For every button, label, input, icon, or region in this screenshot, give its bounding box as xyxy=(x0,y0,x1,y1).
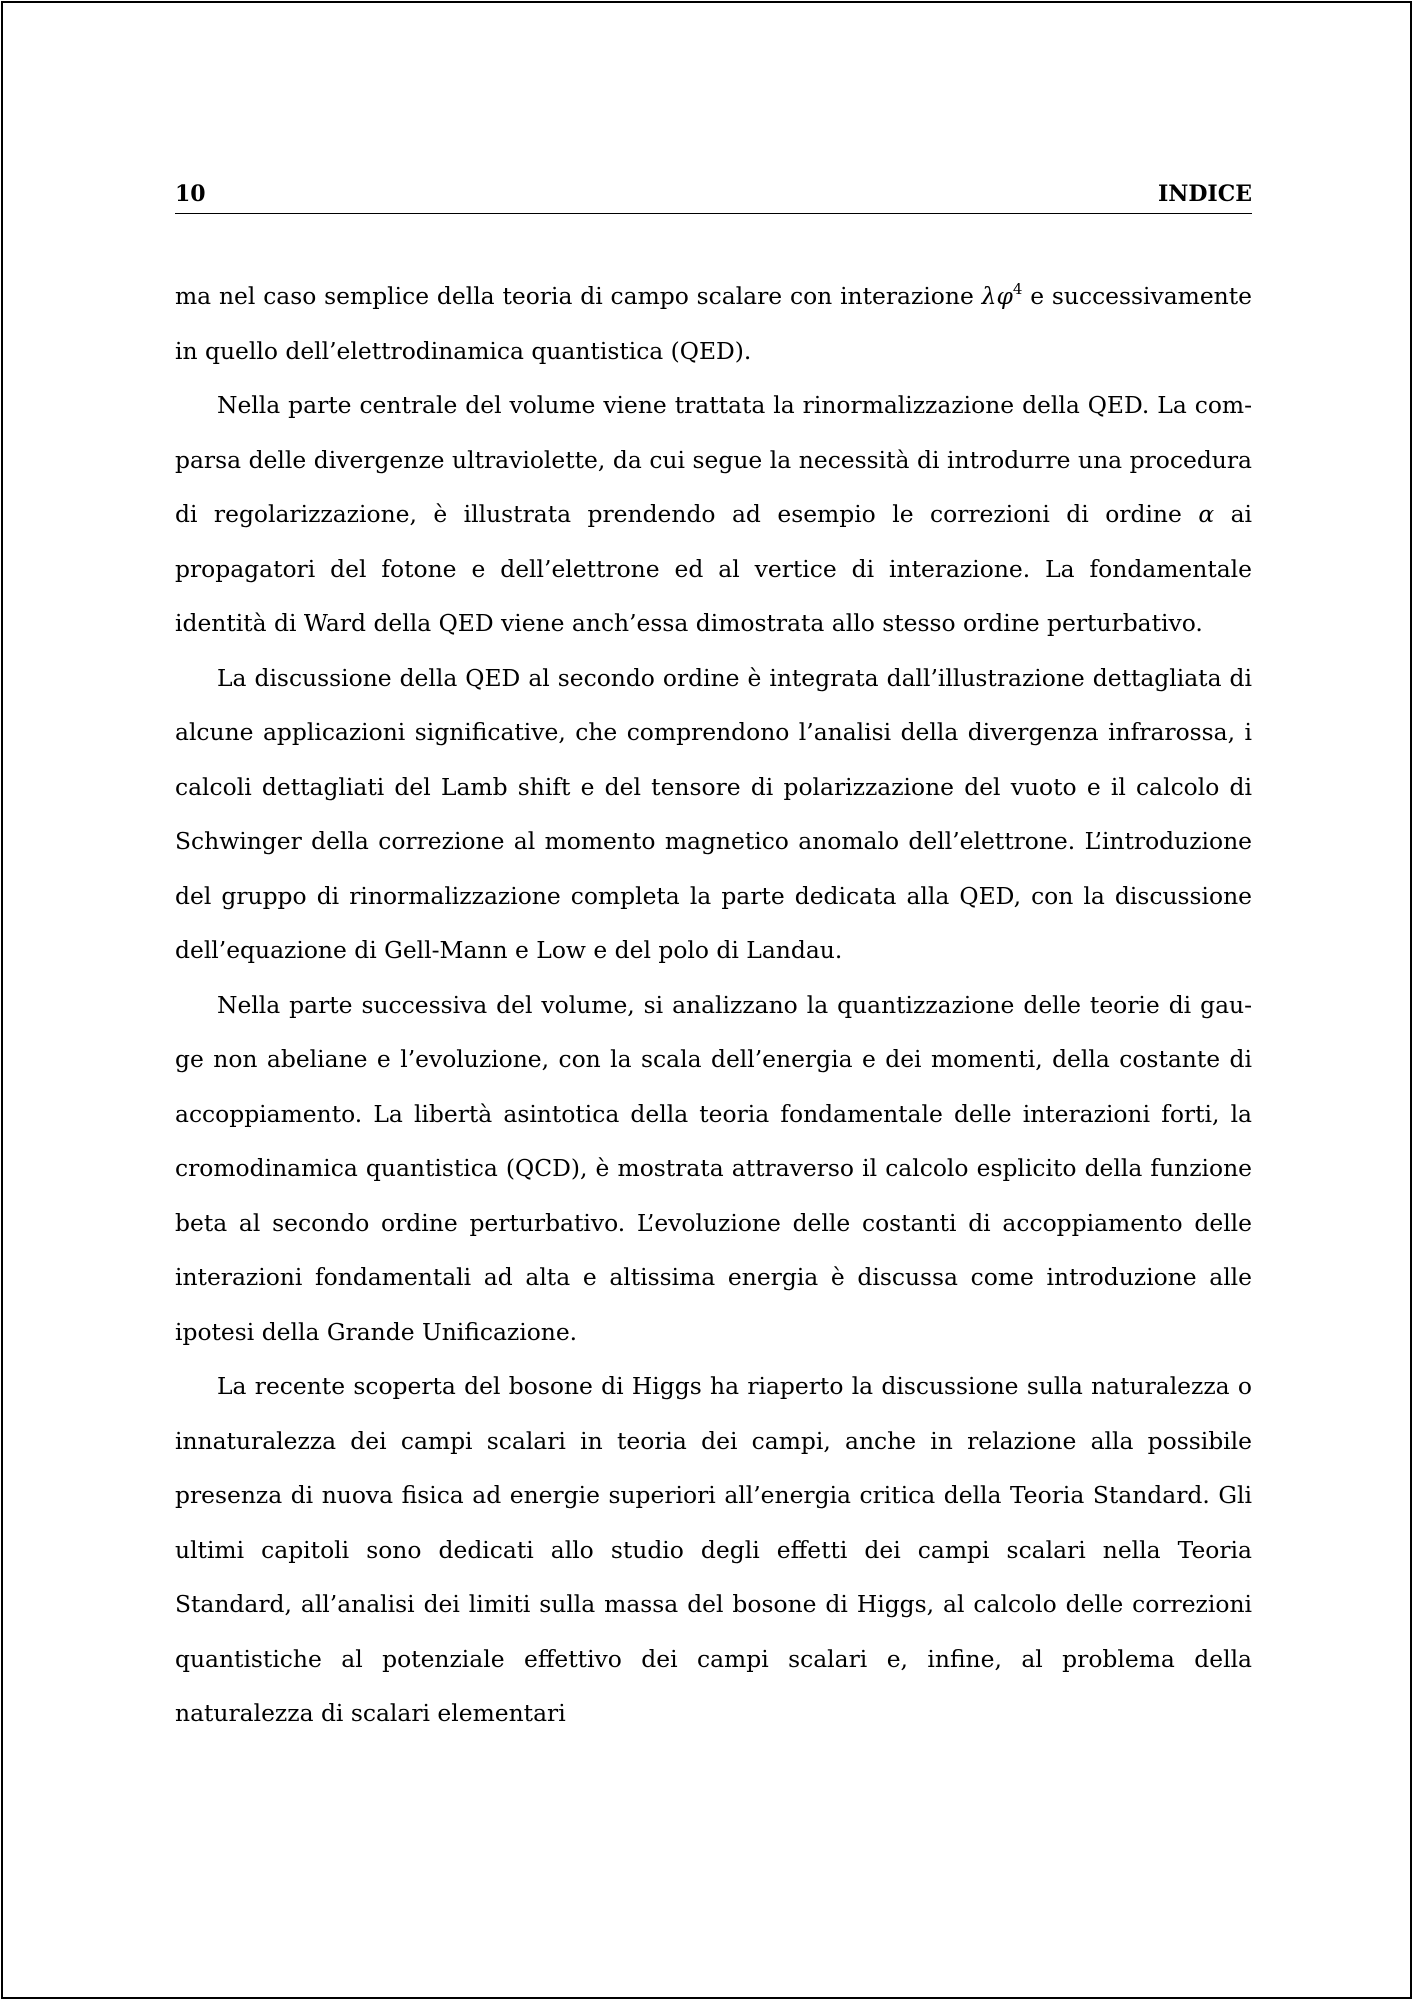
body-text xyxy=(175,269,1252,1741)
running-header xyxy=(175,179,1252,214)
paragraph-text: ma nel caso semplice della teoria di campo scalare con interazione xyxy=(175,282,982,310)
paragraph-text: e successivamente in quello dell’elettrodinamica quantistica (QED). xyxy=(175,282,1252,365)
paragraph-qed-renormalization xyxy=(175,378,1252,651)
math-exponent: 4 xyxy=(1012,280,1023,298)
paragraph-text: ai propagatori del fotone e dell’elettrone ed al vertice di interazione. La fondamentale identità di Ward della QED viene anch’essa dimostrata allo stesso ordine perturbativo. xyxy=(175,500,1252,637)
math-lambda-phi: λφ xyxy=(981,282,1013,310)
math-alpha: α xyxy=(1198,500,1215,528)
paragraph-continued xyxy=(175,269,1252,378)
paragraph-higgs: La recente scoperta del bosone di Higgs ha riaperto la discussione sulla naturalezza o innaturalezza dei campi scalari in teoria dei campi, anche in relazione alla possibile presenza di nuova fisica ad energie superiori all’energia critica della Teoria Standard. Gli ultimi capitoli sono dedicati allo studio degli effetti dei campi scalari nella Teoria Standard, all’analisi dei limiti sulla massa del bosone di Higgs, al calcolo delle correzioni quantistiche al potenziale effettivo dei campi scalari e, infine, al problema della naturalezza di scalari elementari xyxy=(175,1372,1252,1727)
running-title: INDICE xyxy=(1157,181,1252,207)
paragraph-gauge-theories: Nella parte successiva del volume, si analizzano la quantizzazione delle teorie di gauge non abeliane e l’evoluzione, con la scala dell’energia e dei momenti, della costante di accoppiamento. La libertà asintotica della teoria fondamentale delle interazioni forti, la cromodinamica quantistica (QCD), è mostrata attraverso il calcolo esplicito della funzione beta al secondo ordine perturbativo. L’evoluzione delle costanti di accoppiamento delle interazioni fondamentali ad alta e altissima energia è discussa come introduzione alle ipotesi della Grande Unificazione. xyxy=(175,990,1252,1346)
page-number: 10 xyxy=(175,181,206,207)
page-frame xyxy=(1,1,1412,1999)
paragraph-qed-applications: La discussione della QED al secondo ordine è integrata dall’illustrazione dettagliata di alcune applicazioni significative, che comprendono l’analisi della divergenza infrarossa, i calcoli dettagliati del Lamb shift e del tensore di polarizzazione del vuoto e il calcolo di Schwinger della correzione al momento magnetico anomalo dell’elettrone. L’introduzione del gruppo di rinormalizzazione completa la parte dedicata alla QED, con la discussione dell’equazione di Gell-Mann e Low e del polo di Landau. xyxy=(175,663,1252,964)
paragraph-text: Nella parte centrale del volume viene trattata la rinormalizzazione della QED. La comparsa delle divergenze ultraviolette, da cui segue la necessità di introdurre una procedura di regolarizzazione, è illustrata prendendo ad esempio le correzioni di ordine xyxy=(175,391,1252,528)
